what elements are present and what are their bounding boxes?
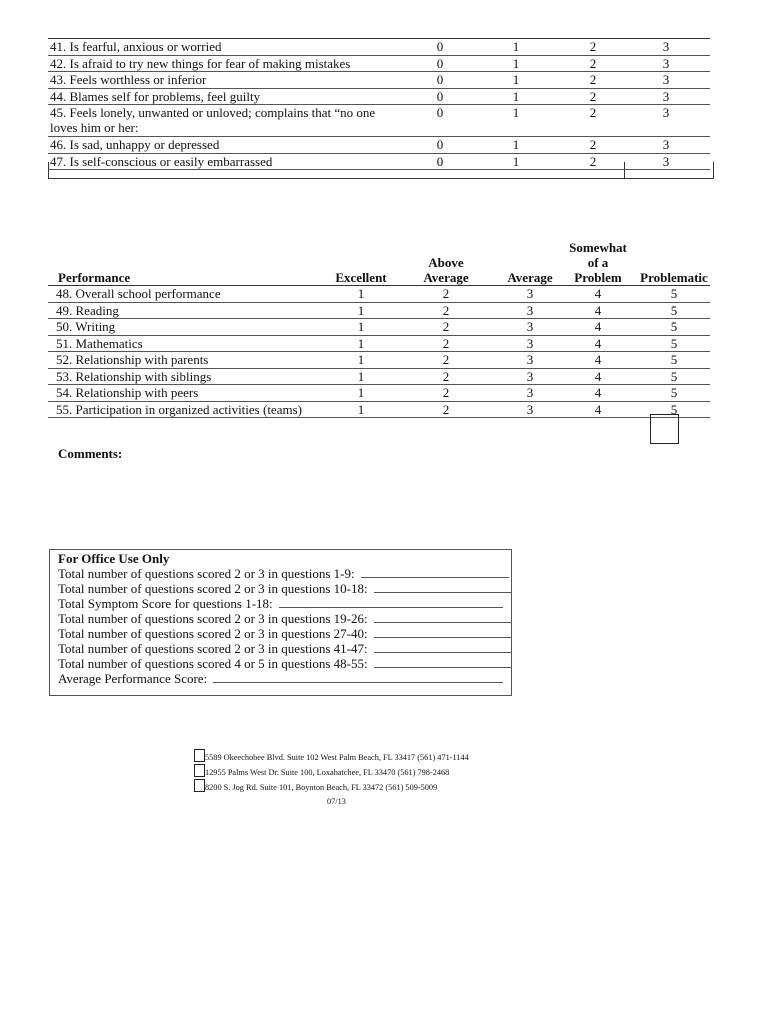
- question-47: 47. Is self-conscious or easily embarrassed: [50, 153, 273, 169]
- header-line: Problem: [574, 270, 622, 285]
- score-1[interactable]: 1: [357, 352, 365, 367]
- score-3[interactable]: 3: [526, 385, 534, 400]
- office-line: [58, 581, 512, 596]
- score-3[interactable]: 3: [526, 335, 534, 351]
- score-2[interactable]: 2: [589, 39, 597, 54]
- question-46: 46. Is sad, unhappy or depressed: [50, 137, 220, 152]
- score-4[interactable]: 4: [594, 286, 602, 301]
- question-54: 54. Relationship with peers: [56, 385, 199, 400]
- blank-field[interactable]: [213, 671, 503, 683]
- question-42: 42. Is afraid to try new things for fear of making mistakes: [50, 55, 351, 71]
- score-2[interactable]: 2: [589, 72, 597, 87]
- score-5[interactable]: 5: [670, 368, 678, 384]
- table-row: [48, 335, 710, 352]
- form-version: 07/13: [327, 797, 346, 806]
- header-line: Above: [428, 255, 464, 270]
- score-0[interactable]: 0: [436, 137, 444, 152]
- score-3[interactable]: 3: [526, 352, 534, 367]
- score-1[interactable]: 1: [357, 401, 365, 417]
- question-49: 49. Reading: [56, 302, 119, 318]
- score-5[interactable]: 5: [670, 401, 678, 417]
- table-row: [48, 318, 710, 335]
- question-53: 53. Relationship with siblings: [56, 368, 212, 384]
- score-1[interactable]: 1: [512, 137, 520, 152]
- score-2[interactable]: 2: [442, 352, 450, 367]
- score-3[interactable]: 3: [662, 153, 670, 169]
- score-1[interactable]: 1: [357, 319, 365, 334]
- score-3[interactable]: 3: [526, 286, 534, 301]
- table-row: [48, 302, 710, 319]
- office-line-label: Total number of questions scored 2 or 3 in questions 19-26:: [58, 611, 368, 626]
- score-1[interactable]: 1: [357, 335, 365, 351]
- location-address: 5589 Okeechobee Blvd. Suite 102 West Palm Beach, FL 33417 (561) 471-1144: [205, 753, 469, 762]
- header-line: Somewhat: [569, 240, 627, 255]
- office-line-label: Average Performance Score:: [58, 671, 208, 686]
- score-5[interactable]: 5: [670, 352, 678, 367]
- table-row: [48, 55, 710, 72]
- score-1[interactable]: 1: [357, 368, 365, 384]
- score-2[interactable]: 2: [442, 368, 450, 384]
- question-48: 48. Overall school performance: [56, 286, 221, 301]
- office-line: [58, 611, 512, 626]
- table-row: [48, 285, 710, 302]
- score-2[interactable]: 2: [589, 105, 597, 120]
- question-45: 45. Feels lonely, unwanted or unloved; complains that “no one loves him or her:: [50, 105, 376, 135]
- score-2[interactable]: 2: [442, 319, 450, 334]
- question-52: 52. Relationship with parents: [56, 352, 209, 367]
- table-row: [48, 351, 710, 368]
- location-checkbox[interactable]: [194, 779, 205, 792]
- location-address: 12955 Palms West Dr. Suite 100, Loxahatchee, FL 33470 (561) 798-2468: [205, 768, 450, 777]
- score-3[interactable]: 3: [662, 55, 670, 71]
- score-0[interactable]: 0: [436, 72, 444, 87]
- score-3[interactable]: 3: [662, 105, 670, 120]
- score-3[interactable]: 3: [526, 368, 534, 384]
- score-2[interactable]: 2: [442, 401, 450, 417]
- office-line: [58, 566, 509, 581]
- question-50: 50. Writing: [56, 319, 116, 334]
- performance-score-box[interactable]: [650, 414, 679, 444]
- score-2[interactable]: 2: [589, 88, 597, 104]
- score-0[interactable]: 0: [436, 153, 444, 169]
- score-1[interactable]: 1: [357, 302, 365, 318]
- table-row: [48, 71, 710, 88]
- blank-field[interactable]: [374, 626, 512, 638]
- symptom-table: [48, 38, 710, 170]
- office-use-title: For Office Use Only: [58, 551, 170, 566]
- score-2[interactable]: 2: [442, 302, 450, 318]
- question-44: 44. Blames self for problems, feel guilty: [50, 88, 261, 104]
- blank-field[interactable]: [279, 596, 503, 608]
- score-2[interactable]: 2: [589, 137, 597, 152]
- office-line-label: Total number of questions scored 2 or 3 in questions 1-9:: [58, 566, 355, 581]
- blank-field[interactable]: [374, 641, 512, 653]
- score-5[interactable]: 5: [670, 319, 678, 334]
- table-row: [48, 104, 710, 136]
- score-3[interactable]: 3: [526, 302, 534, 318]
- office-line-label: Total Symptom Score for questions 1-18:: [58, 596, 273, 611]
- blank-field[interactable]: [361, 566, 509, 578]
- office-line: [58, 671, 503, 686]
- score-1[interactable]: 1: [357, 286, 365, 301]
- score-1[interactable]: 1: [512, 153, 520, 169]
- score-1[interactable]: 1: [357, 385, 365, 400]
- table-row: [48, 38, 710, 55]
- office-line-label: Total number of questions scored 2 or 3 in questions 41-47:: [58, 641, 368, 656]
- office-line: [58, 596, 503, 611]
- performance-header: [48, 238, 710, 285]
- header-problematic: Problematic: [640, 270, 708, 285]
- symptom-total-box[interactable]: [624, 162, 713, 178]
- score-2[interactable]: 2: [589, 55, 597, 71]
- score-1[interactable]: 1: [512, 105, 520, 120]
- score-1[interactable]: 1: [512, 72, 520, 87]
- score-0[interactable]: 0: [436, 55, 444, 71]
- score-4[interactable]: 4: [594, 302, 602, 318]
- score-4[interactable]: 4: [594, 385, 602, 400]
- table-row: [48, 136, 710, 153]
- score-0[interactable]: 0: [436, 39, 444, 54]
- score-5[interactable]: 5: [670, 385, 678, 400]
- table-row: [48, 88, 710, 105]
- table-row: [48, 384, 710, 401]
- header-above-average: [416, 255, 476, 285]
- office-line: [58, 641, 512, 656]
- location-option: [194, 749, 469, 764]
- blank-field[interactable]: [374, 611, 512, 623]
- score-5[interactable]: 5: [670, 335, 678, 351]
- performance-table: [48, 238, 710, 418]
- score-4[interactable]: 4: [594, 401, 602, 417]
- comments-label: Comments:: [58, 446, 123, 461]
- question-41: 41. Is fearful, anxious or worried: [50, 39, 222, 54]
- office-line: [58, 656, 512, 671]
- blank-field[interactable]: [374, 656, 512, 668]
- score-4[interactable]: 4: [594, 368, 602, 384]
- office-line-label: Total number of questions scored 2 or 3 in questions 27-40:: [58, 626, 368, 641]
- score-1[interactable]: 1: [512, 39, 520, 54]
- score-3[interactable]: 3: [526, 401, 534, 417]
- symptom-total-strip: [48, 162, 714, 179]
- score-2[interactable]: 2: [442, 286, 450, 301]
- question-51: 51. Mathematics: [56, 335, 143, 351]
- score-3[interactable]: 3: [662, 72, 670, 87]
- score-3[interactable]: 3: [662, 88, 670, 104]
- table-row: [48, 368, 710, 385]
- score-0[interactable]: 0: [436, 105, 444, 120]
- table-row: [48, 401, 710, 419]
- question-55: 55. Participation in organized activities (teams): [56, 401, 302, 417]
- score-4[interactable]: 4: [594, 319, 602, 334]
- office-use-box: [49, 549, 512, 696]
- score-2[interactable]: 2: [589, 153, 597, 169]
- header-excellent: Excellent: [335, 270, 387, 285]
- score-2[interactable]: 2: [442, 385, 450, 400]
- header-line: of a: [587, 255, 609, 270]
- score-3[interactable]: 3: [526, 319, 534, 334]
- location-option: [194, 779, 437, 794]
- score-4[interactable]: 4: [594, 335, 602, 351]
- location-checkbox[interactable]: [194, 749, 205, 762]
- header-somewhat-problem: [565, 240, 631, 285]
- location-checkbox[interactable]: [194, 764, 205, 777]
- score-4[interactable]: 4: [594, 352, 602, 367]
- header-average: Average: [507, 270, 553, 285]
- score-2[interactable]: 2: [442, 335, 450, 351]
- blank-field[interactable]: [374, 581, 512, 593]
- score-1[interactable]: 1: [512, 55, 520, 71]
- location-address: 8200 S. Jog Rd. Suite 101, Boynton Beach, FL 33472 (561) 509-5009: [205, 783, 438, 792]
- office-line: [58, 626, 512, 641]
- score-0[interactable]: 0: [436, 88, 444, 104]
- location-option: [194, 764, 449, 779]
- office-line-label: Total number of questions scored 2 or 3 in questions 10-18:: [58, 581, 368, 596]
- header-performance: Performance: [58, 270, 131, 285]
- header-line: Average: [423, 270, 469, 285]
- question-43: 43. Feels worthless or inferior: [50, 72, 207, 87]
- score-3[interactable]: 3: [662, 137, 670, 152]
- score-5[interactable]: 5: [670, 302, 678, 318]
- score-3[interactable]: 3: [662, 39, 670, 54]
- office-line-label: Total number of questions scored 4 or 5 in questions 48-55:: [58, 656, 368, 671]
- score-5[interactable]: 5: [670, 286, 678, 301]
- score-1[interactable]: 1: [512, 88, 520, 104]
